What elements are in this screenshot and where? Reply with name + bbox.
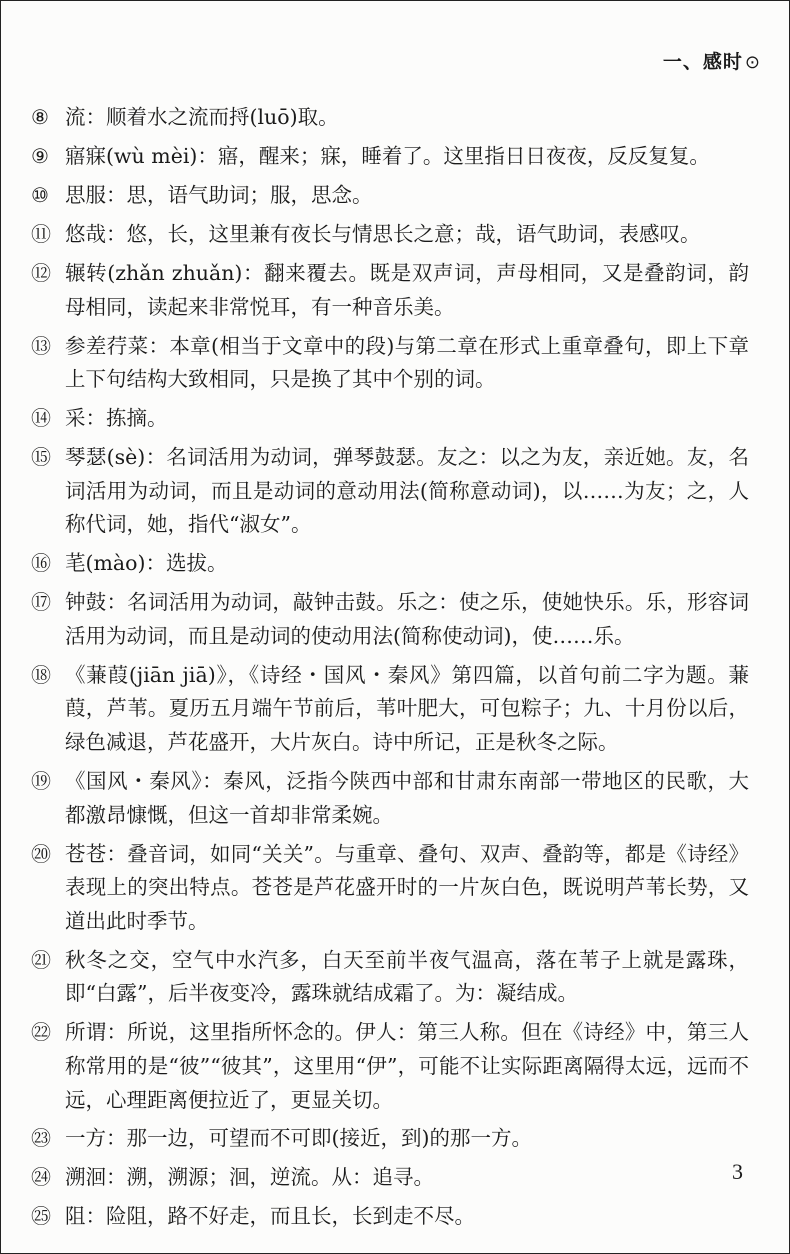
footnote-text: 苍苍：叠音词，如同“关关”。与重章、叠句、双声、叠韵等，都是《诗经》表现上的突出特点。苍苍是芦花盛开时的一片灰白色，既说明芦苇长势，又道出此时季节。 bbox=[65, 841, 749, 933]
footnote-number: ⑮ bbox=[31, 445, 51, 470]
footnote-number: ㉓ bbox=[31, 1126, 51, 1151]
footnote-item bbox=[31, 218, 749, 252]
footnote-item bbox=[31, 1016, 749, 1117]
footnote-item bbox=[31, 586, 749, 653]
footnote-item bbox=[31, 1200, 749, 1234]
footnote-number: ㉔ bbox=[31, 1165, 51, 1190]
footnote-number: ⑨ bbox=[31, 143, 49, 168]
footnote-number: ⑰ bbox=[31, 590, 51, 615]
footnote-item bbox=[31, 441, 749, 542]
footnote-number: ⑩ bbox=[31, 182, 49, 207]
footnote-text: 阻：险阻，路不好走，而且长，长到走不尽。 bbox=[65, 1204, 475, 1229]
page-number: 3 bbox=[732, 1159, 743, 1184]
footnote-text: 悠哉：悠，长，这里兼有夜长与情思长之意；哉，语气助词，表感叹。 bbox=[65, 221, 701, 246]
footnote-item bbox=[31, 101, 749, 135]
footnote-number: ⑱ bbox=[31, 662, 51, 687]
footnote-number: ⑧ bbox=[31, 105, 49, 129]
footnote-number: ⑯ bbox=[31, 551, 51, 576]
footnote-text: 秋冬之交，空气中水汽多，白天至前半夜气温高，落在苇子上就是露珠，即“白露”，后半夜变冷，露珠就结成霜了。为：凝结成。 bbox=[65, 947, 749, 1006]
footnote-item bbox=[31, 330, 749, 397]
footnote-item bbox=[31, 944, 749, 1011]
footnote-text: 流：顺着水之流而捋(luō)取。 bbox=[65, 105, 339, 129]
footnote-item bbox=[31, 547, 749, 581]
footnote-text: 溯洄：溯，溯源；洄，逆流。从：追寻。 bbox=[65, 1165, 434, 1190]
footnote-item bbox=[31, 140, 749, 174]
footnote-text: 钟鼓：名词活用为动词，敲钟击鼓。乐之：使之乐，使她快乐。乐，形容词活用为动词，而且是动词的使动用法(简称使动词)，使……乐。 bbox=[65, 590, 749, 648]
footnote-number: ⑳ bbox=[31, 841, 51, 866]
circle-dot-icon: ⊙ bbox=[744, 52, 761, 73]
footnote-item bbox=[31, 765, 749, 832]
footnote-item bbox=[31, 257, 749, 324]
footnote-text: 芼(mào)：选拔。 bbox=[65, 551, 228, 576]
footnote-text: 采：拣摘。 bbox=[65, 406, 168, 431]
footnote-text: 琴瑟(sè)：名词活用为动词，弹琴鼓瑟。友之：以之为友，亲近她。友，名词活用为动词，而且是动词的意动用法(简称意动词)，以……为友；之，人称代词，她，指代“淑女”。 bbox=[65, 445, 749, 537]
chapter-title: 一、感时 bbox=[662, 51, 743, 73]
footnote-text: 一方：那一边，可望而不可即(接近，到)的那一方。 bbox=[65, 1126, 532, 1151]
footnote-text: 所谓：所说，这里指所怀念的。伊人：第三人称。但在《诗经》中，第三人称常用的是“彼”“彼其”，这里用“伊”，可能不让实际距离隔得太远，远而不远，心理距离便拉近了，更显关切。 bbox=[65, 1020, 749, 1112]
footnote-item bbox=[31, 1122, 749, 1156]
running-header bbox=[663, 47, 761, 74]
footnote-number: ⑫ bbox=[31, 260, 51, 285]
footnote-text: 思服：思，语气助词；服，思念。 bbox=[65, 182, 373, 207]
footnote-item bbox=[31, 179, 749, 213]
footnote-item bbox=[31, 1161, 749, 1195]
footnote-number: ⑭ bbox=[31, 406, 51, 431]
footnote-text: 寤寐(wù mèi)：寤，醒来；寐，睡着了。这里指日日夜夜，反反复复。 bbox=[65, 143, 710, 168]
footnote-item bbox=[31, 838, 749, 939]
footnote-number: ⑪ bbox=[31, 221, 51, 246]
footnote-number: ㉒ bbox=[31, 1020, 51, 1045]
footnote-text: 《蒹葭(jiān jiā)》，《诗经・国风・秦风》第四篇，以首句前二字为题。蒹葭，芦苇。夏历五月端午节前后，苇叶肥大，可包粽子；九、十月份以后，绿色减退，芦花盛开，大片灰白。诗中所记，正是秋冬之际。 bbox=[65, 662, 749, 754]
footnote-item bbox=[31, 402, 749, 436]
footnote-number: ㉑ bbox=[31, 947, 51, 972]
footnote-text: 参差荇菜：本章(相当于文章中的段)与第二章在形式上重章叠句，即上下章上下句结构大致相同，只是换了其中个别的词。 bbox=[65, 333, 749, 392]
footnote-number: ⑲ bbox=[31, 768, 51, 793]
footnote-number: ㉕ bbox=[31, 1204, 51, 1229]
footnote-text: 《国风・秦风》：秦风，泛指今陕西中部和甘肃东南部一带地区的民歌，大都激昂慷慨，但这一首却非常柔婉。 bbox=[65, 768, 749, 827]
footnote-number: ⑬ bbox=[31, 333, 51, 358]
footnote-list bbox=[31, 101, 749, 1239]
footnote-item bbox=[31, 659, 749, 760]
footnote-text: 辗转(zhǎn zhuǎn)：翻来覆去。既是双声词，声母相同，又是叠韵词，韵母相同，读起来非常悦耳，有一种音乐美。 bbox=[65, 260, 749, 319]
